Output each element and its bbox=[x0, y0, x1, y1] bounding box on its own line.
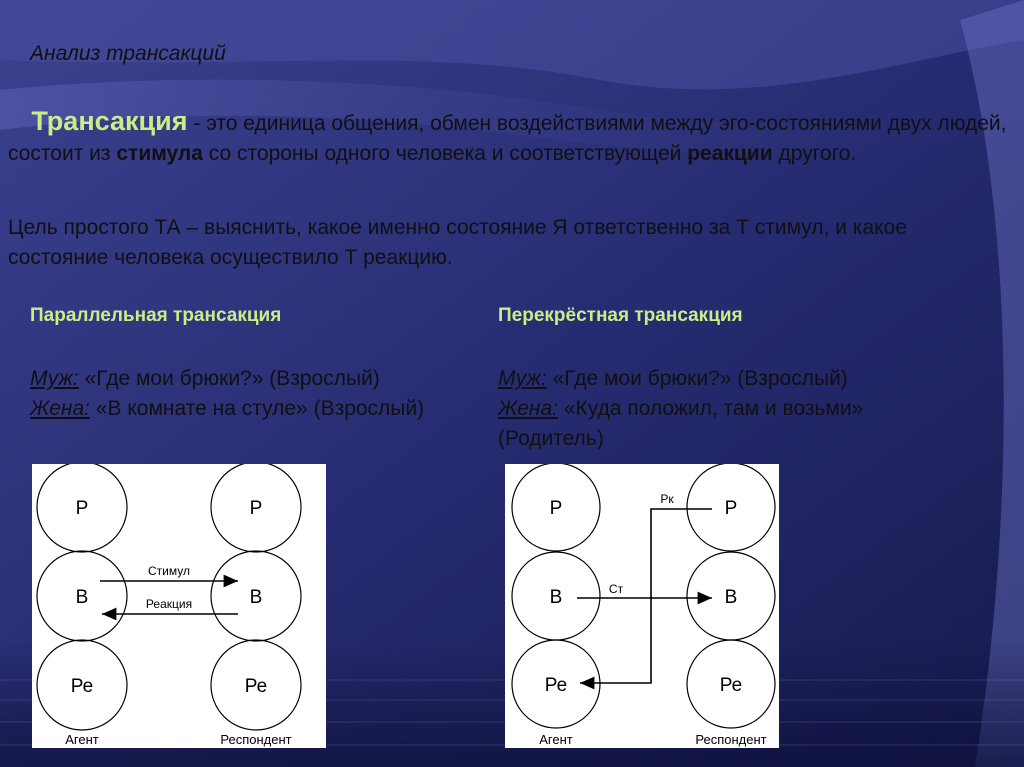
agent-parent-label: Р bbox=[75, 498, 89, 519]
crossed-diagram bbox=[505, 464, 779, 748]
crossed-wife-text: «Куда положил, там и возьми» (Родитель) bbox=[498, 397, 864, 450]
parallel-wife-line bbox=[30, 394, 470, 424]
agent-adult-label: В bbox=[75, 587, 89, 608]
agent-parent-label: Р bbox=[549, 498, 563, 519]
crossed-husband-text: «Где мои брюки?» (Взрослый) bbox=[546, 367, 848, 390]
agent-child-label: Ре bbox=[70, 676, 94, 697]
respondent-parent-label: Р bbox=[724, 498, 738, 519]
definition-paragraph bbox=[8, 106, 1008, 169]
crossed-wife-line bbox=[498, 394, 968, 454]
agent-caption: Агент bbox=[65, 732, 99, 747]
respondent-parent-label: Р bbox=[249, 498, 263, 519]
reaction-label: Реакция bbox=[145, 597, 193, 611]
respondent-adult-label: В bbox=[249, 587, 263, 608]
stimulus-label: Стимул bbox=[148, 564, 190, 578]
respondent-adult-label: В bbox=[724, 587, 738, 608]
parallel-heading: Параллельная трансакция bbox=[30, 305, 282, 326]
definition-part1: - это единица общения, обмен воздействиями между эго-состояниями двух людей, состоит из bbox=[8, 112, 1007, 165]
goal-paragraph: Цель простого ТА – выяснить, какое именно состояние Я ответственно за Т стимул, и какое состояние человека осуществило Т реакцию. bbox=[8, 216, 907, 269]
crossed-husband-line bbox=[498, 364, 968, 394]
respondent-child-label: Ре bbox=[244, 676, 268, 697]
crossed-husband-label: Муж: bbox=[498, 367, 547, 390]
definition-stimul: стимула bbox=[116, 142, 203, 165]
stimulus-label: Ст bbox=[608, 582, 624, 596]
agent-caption: Агент bbox=[539, 732, 573, 747]
agent-child-label: Ре bbox=[544, 675, 568, 696]
definition-reaction: реакции bbox=[687, 142, 773, 165]
parallel-wife-label: Жена: bbox=[30, 397, 91, 420]
agent-adult-label: В bbox=[549, 587, 563, 608]
slide-subtitle: Анализ трансакций bbox=[30, 42, 226, 65]
respondent-caption: Респондент bbox=[220, 732, 292, 747]
respondent-child-label: Ре bbox=[719, 675, 743, 696]
definition-part3: другого. bbox=[772, 142, 857, 165]
parallel-husband-label: Муж: bbox=[30, 367, 79, 390]
respondent-caption: Респондент bbox=[695, 732, 767, 747]
definition-term: Трансакция bbox=[31, 106, 188, 136]
reaction-label: Рк bbox=[660, 492, 674, 506]
parallel-wife-text: «В комнате на стуле» (Взрослый) bbox=[90, 397, 425, 420]
parallel-husband-line bbox=[30, 364, 470, 394]
definition-part2: со стороны одного человека и соответствующей bbox=[202, 142, 688, 165]
parallel-diagram bbox=[32, 464, 326, 748]
parallel-husband-text: «Где мои брюки?» (Взрослый) bbox=[78, 367, 380, 390]
crossed-dialog bbox=[498, 364, 968, 454]
parallel-dialog bbox=[30, 364, 470, 424]
crossed-wife-label: Жена: bbox=[498, 397, 559, 420]
crossed-heading: Перекрёстная трансакция bbox=[498, 305, 743, 326]
